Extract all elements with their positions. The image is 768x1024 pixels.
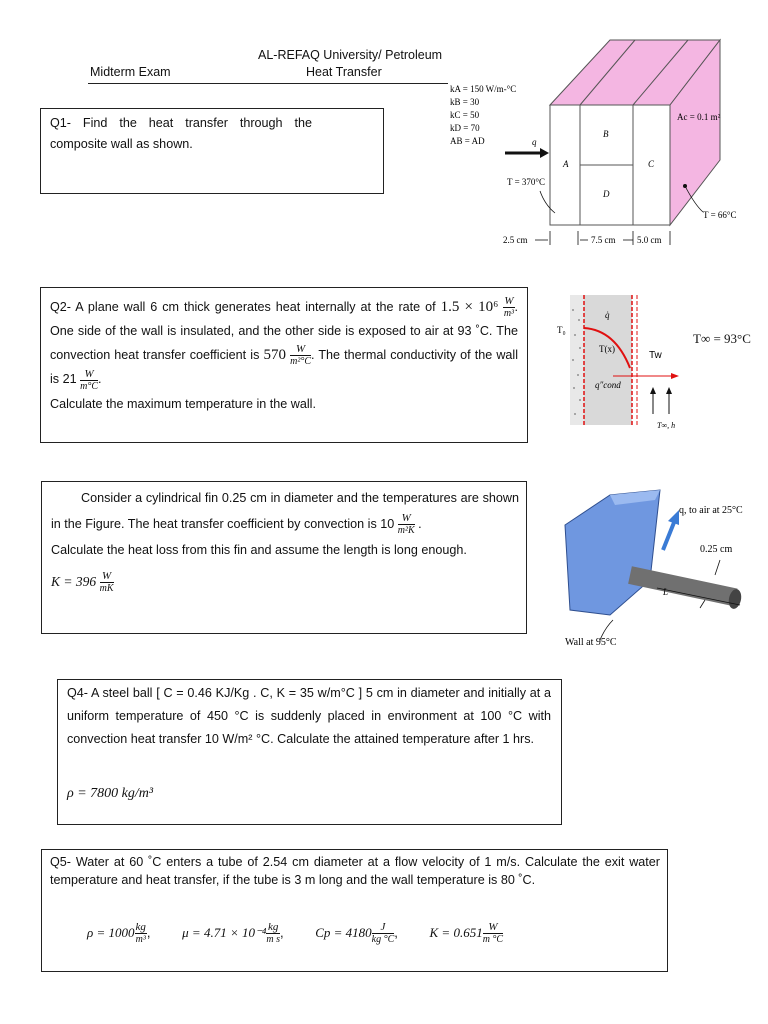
q2-generation: 1.5 × 10⁶ (440, 299, 499, 315)
fin-figure (555, 480, 765, 655)
q5-cp: Cp = 4180 (315, 924, 372, 940)
q5-k: K = 0.651 (429, 924, 483, 940)
layer-b: B (603, 129, 609, 139)
q2-part2: . One side of the wall is insulated, and the other side is exposed to air at 93 ˚C. The convection heat transfer coefficient is (50, 300, 519, 363)
q1-box (40, 108, 384, 194)
q3-k-unit: $\frac{W}{mK}$ (99, 570, 114, 595)
q3-part2: Calculate the heat loss from this fin and assume the length is long enough. (51, 543, 467, 557)
q3-box (41, 481, 527, 634)
q2-part4: Calculate the maximum temperature in the wall. (50, 396, 316, 411)
course-title: Heat Transfer (306, 65, 382, 79)
q5-text: Q5- Water at 60 ˚C enters a tube of 2.54 cm diameter at a flow velocity of 1 m/s. Calculate the exit water temperature and heat transfer, if the tube is 3 m long and the wall temperature is 80 ˚C. (50, 855, 660, 887)
prop-kd: kD = 70 (450, 123, 480, 133)
q2-text: Q2- A plane wall 6 cm thick generates heat internally at the rate of 1.5 × 10⁶ $\frac{W}{\text{m³}}$ . One side of the wall is insulated, and the other side is exposed to air at 93 ˚C. The convection heat transfer coefficient is 570 $\frac{W}{\text{m²°C}}$ . The thermal conductivity of the wall is 21 $\frac{W}{m^\circ C}$ . Calculate the maximum temperature in the wall. (50, 295, 519, 411)
q5-mu: μ = 4.71 × 10⁻⁴ (182, 924, 267, 940)
q-label: q (532, 137, 537, 147)
t-hot: T = 370°C (507, 177, 546, 187)
q2-h-unit: $\frac{W}{\text{m²°C}}$ (290, 343, 311, 368)
prop-ka: kA = 150 W/m-°C (450, 84, 517, 94)
q5-box (41, 849, 668, 972)
layer-c: C (648, 159, 655, 169)
tx-label: T(x) (599, 344, 615, 354)
q5-rho: ρ = 1000 (87, 924, 135, 940)
layer-a: A (563, 159, 569, 169)
exam-title: Midterm Exam (90, 65, 171, 79)
tw-label: Tw (649, 350, 662, 361)
university-title: AL-REFAQ University/ Petroleum (258, 48, 443, 62)
q1-text: Q1- Find the heat transfer through the composite wall as shown. (50, 116, 312, 151)
wall-temp-label: Wall at 95°C (565, 637, 617, 648)
q4-density: ρ = 7800 kg/m³ (67, 786, 154, 801)
q2-gen-unit: $\frac{W}{\text{m³}}$ (503, 295, 515, 320)
q3-k-label: K = 396 (51, 574, 97, 589)
q2-k-unit: $\frac{W}{m^\circ C}$ (80, 367, 98, 392)
t-cold: T = 66°C (703, 210, 737, 220)
area-label: Ac = 0.1 m² (677, 112, 721, 122)
fin-wall (565, 490, 660, 615)
q5-properties: ρ = 1000 $\frac{kg}{\text{m³}}$ , μ = 4.71 × 10⁻⁴ $\frac{kg}{\text{m s}}$ , Cp = 4180 $\frac{J}{kg ^\circ C}$ , K = 0.651 $\frac{W}{m ^\circ C}$ (87, 921, 504, 945)
prop-kb: kB = 30 (450, 97, 480, 107)
layer-d: D (603, 189, 610, 199)
prop-ab: AB = AD (450, 136, 485, 146)
dim-c: 5.0 cm (637, 235, 662, 245)
q3-text: Consider a cylindrical fin 0.25 cm in diameter and the temperatures are shown in the Figure. The heat transfer coefficient by convection is 10 $\frac{W}{\text{m²K}}$ . Calculate the heat loss from this fin and assume the length is long enough. K = 396 $\frac{W}{mK}$ (51, 491, 519, 595)
plane-wall-figure (555, 290, 715, 440)
qcond-label: q″cond (595, 380, 621, 390)
diameter-label: 0.25 cm (700, 544, 733, 555)
q3-part1: Consider a cylindrical fin 0.25 cm in diameter and the temperatures are shown in the Figure. The heat transfer coefficient by convection is 10 (51, 491, 519, 531)
q-air-label: q, to air at 25°C (679, 505, 743, 516)
prop-kc: kC = 50 (450, 110, 480, 120)
q2-box (40, 287, 528, 443)
fin-rod (628, 566, 737, 606)
q3-h-unit: $\frac{W}{\text{m²K}}$ (397, 512, 415, 537)
q2-part1: Q2- A plane wall 6 cm thick generates heat internally at the rate of (50, 300, 436, 314)
q2-part3: . The thermal conductivity of the wall is 21 (50, 348, 519, 387)
q2-h-value: 570 (263, 347, 286, 364)
q-dot-label: q̇ (605, 310, 610, 320)
t0-label: T₀ (557, 325, 566, 335)
header-rule (88, 83, 448, 84)
composite-wall-figure (445, 35, 745, 255)
dim-a: 2.5 cm (503, 235, 528, 245)
q2-t-inf: T∞ = 93°C (693, 331, 751, 346)
q4-text: Q4- A steel ball [ C = 0.46 KJ/Kg . C, K = 35 w/m°C ] 5 cm in diameter and initially at a uniform temperature of 450 °C is suddenly placed in environment at 100 °C with convection heat transfer 10 W/m² °C. Calculate the attained temperature after 1 hrs. (67, 686, 551, 746)
length-label: L (663, 587, 669, 597)
insulation (570, 295, 584, 425)
q4-box (57, 679, 562, 825)
dim-bd: 7.5 cm (591, 235, 616, 245)
tinf-h-label: T∞, h (657, 421, 676, 430)
